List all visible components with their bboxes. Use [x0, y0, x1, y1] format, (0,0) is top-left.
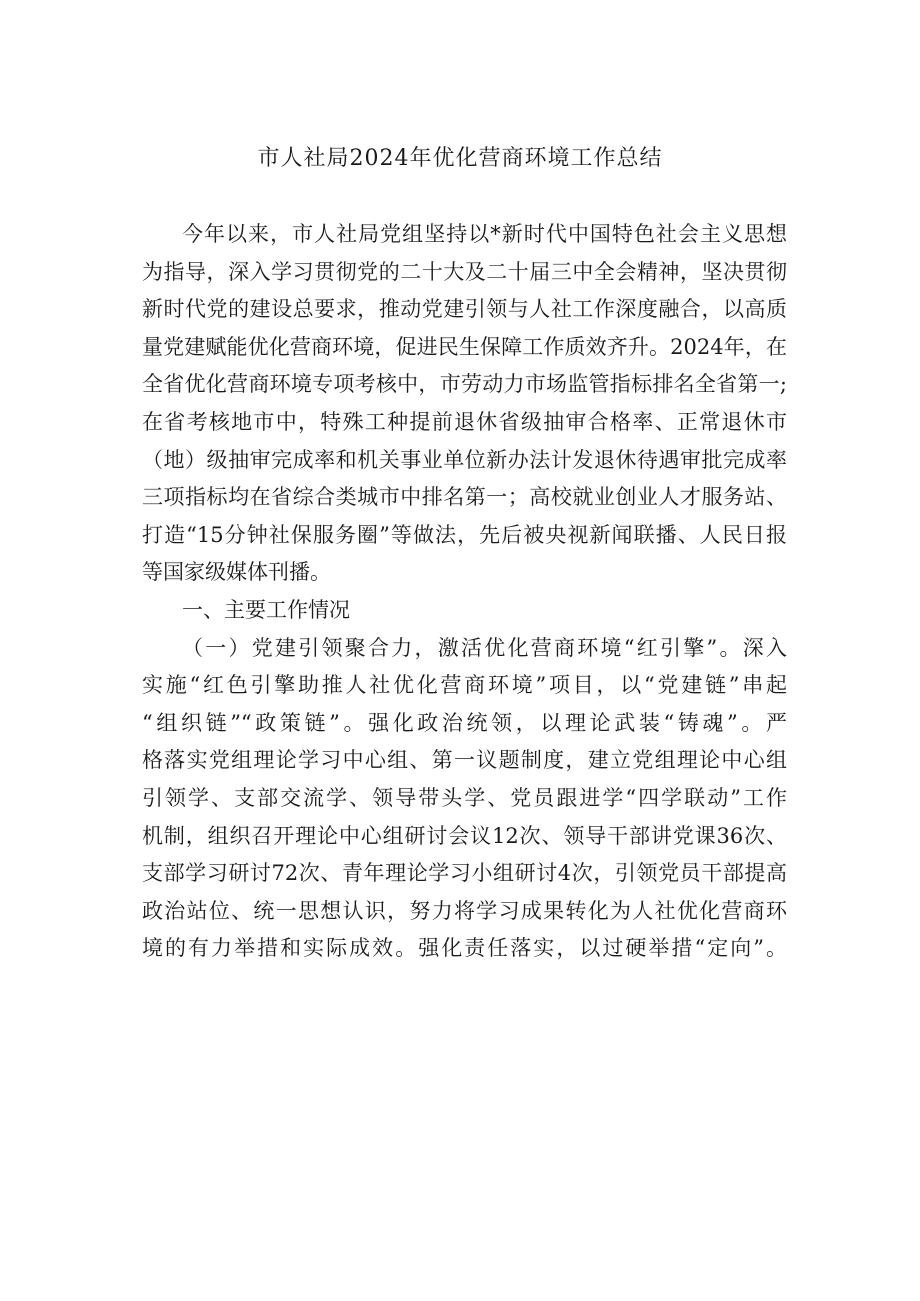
paragraph-line: 打造“15分钟社保服务圈”等做法，先后被央视新闻联播、人民日报 [142, 522, 787, 547]
paragraph-line: （一）党建引领聚合力，激活优化营商环境“红引擎”。深入 [182, 635, 787, 660]
paragraph-line: 全省优化营商环境专项考核中，市劳动力市场监管指标排名全省第一; [142, 372, 787, 397]
paragraph-line: “组织链”“政策链”。强化政治统领，以理论武装“铸魂”。严 [142, 710, 787, 735]
paragraph-line: 政治站位、统一思想认识，努力将学习成果转化为人社优化营商环 [142, 898, 787, 923]
paragraph-line: 新时代党的建设总要求，推动党建引领与人社工作深度融合，以高质 [142, 297, 787, 322]
paragraph-line: （地）级抽审完成率和机关事业单位新办法计发退休待遇审批完成率 [142, 447, 787, 472]
paragraph-line: 量党建赋能优化营商环境，促进民生保障工作质效齐升。2024年，在 [142, 334, 787, 359]
paragraph-line: 为指导，深入学习贯彻党的二十大及二十届三中全会精神，坚决贯彻 [142, 259, 787, 284]
paragraph-line: 今年以来，市人社局党组坚持以*新时代中国特色社会主义思想 [182, 222, 787, 246]
paragraph-line: 三项指标均在省综合类城市中排名第一；高校就业创业人才服务站、 [142, 485, 787, 510]
paragraph-line: 机制，组织召开理论中心组研讨会议12次、领导干部讲党课36次、 [142, 823, 787, 848]
paragraph-line: 引领学、支部交流学、领导带头学、党员跟进学“四学联动”工作 [142, 785, 787, 810]
paragraph-line: 境的有力举措和实际成效。强化责任落实，以过硬举措“定向”。 [142, 936, 787, 961]
section-heading: 一、主要工作情况 [182, 597, 350, 622]
paragraph-line: 等国家级媒体刊播。 [142, 560, 331, 585]
paragraph-line: 实施“红色引擎助推人社优化营商环境”项目，以“党建链”串起 [142, 673, 787, 698]
paragraph-line: 在省考核地市中，特殊工种提前退休省级抽审合格率、正常退休市 [142, 409, 787, 434]
paragraph-line: 支部学习研讨72次、青年理论学习小组研讨4次，引领党员干部提高 [142, 861, 787, 886]
paragraph-line: 格落实党组理论学习中心组、第一议题制度，建立党组理论中心组 [142, 748, 787, 773]
document-body [142, 216, 787, 968]
document-title: 市人社局2024年优化营商环境工作总结 [257, 146, 663, 171]
